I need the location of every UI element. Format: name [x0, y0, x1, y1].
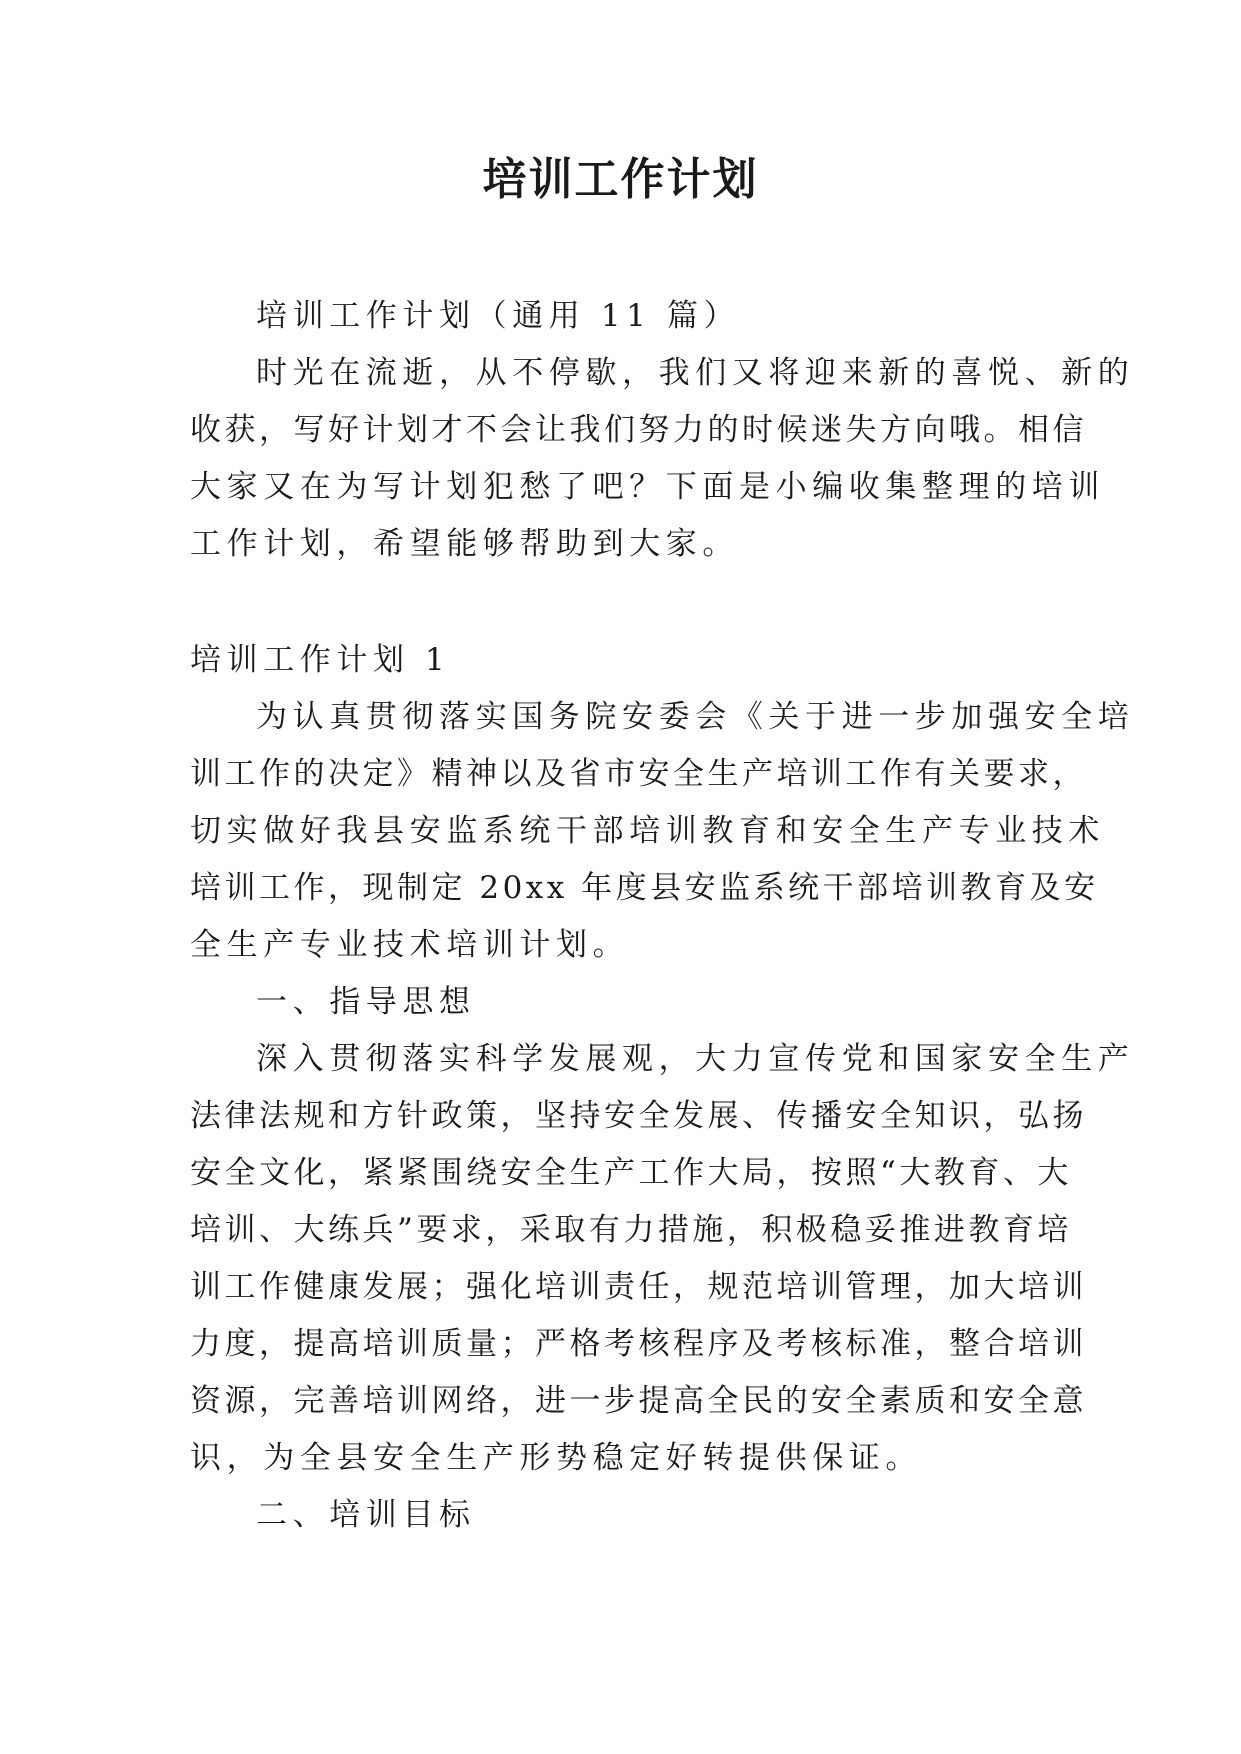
paragraph-line: 资源，完善培训网络，进一步提高全民的安全素质和安全意 [190, 1383, 1087, 1419]
paragraph-line: 时光在流逝，从不停歇，我们又将迎来新的喜悦、新的 [256, 355, 1135, 391]
section-heading: 培训工作计划 1 [190, 642, 451, 678]
paragraph-line: 法律法规和方针政策，坚持安全发展、传播安全知识，弘扬 [190, 1098, 1087, 1134]
paragraph-line: 力度，提高培训质量；严格考核程序及考核标准，整合培训 [190, 1326, 1087, 1362]
subsection-heading: 二、培训目标 [256, 1497, 476, 1533]
paragraph-line: 收获，写好计划才不会让我们努力的时候迷失方向哦。相信 [190, 412, 1087, 448]
subsection-heading: 一、指导思想 [256, 984, 476, 1020]
paragraph-line: 大家又在为写计划犯愁了吧？下面是小编收集整理的培训 [190, 469, 1105, 505]
paragraph-line: 安全文化，紧紧围绕安全生产工作大局，按照“大教育、大 [190, 1155, 1072, 1191]
paragraph-line: 为认真贯彻落实国务院安委会《关于进一步加强安全培 [256, 699, 1135, 735]
paragraph-line: 切实做好我县安监系统干部培训教育和安全生产专业技术 [190, 813, 1105, 849]
document-title: 培训工作计划 [482, 154, 759, 205]
paragraph-line: 工作计划，希望能够帮助到大家。 [190, 526, 739, 562]
paragraph-line: 训工作的决定》精神以及省市安全生产培训工作有关要求， [190, 756, 1087, 792]
paragraph-line: 识，为全县安全生产形势稳定好转提供保证。 [190, 1440, 922, 1476]
paragraph-line: 深入贯彻落实科学发展观，大力宣传党和国家安全生产 [256, 1041, 1135, 1077]
paragraph-line: 全生产专业技术培训计划。 [190, 927, 630, 963]
paragraph-line: 培训工作，现制定 20xx 年度县安监系统干部培训教育及安 [190, 870, 1099, 906]
subtitle-line: 培训工作计划（通用 11 篇） [256, 298, 741, 334]
paragraph-line: 训工作健康发展；强化培训责任，规范培训管理，加大培训 [190, 1269, 1087, 1305]
paragraph-line: 培训、大练兵”要求，采取有力措施，积极稳妥推进教育培 [190, 1212, 1072, 1248]
